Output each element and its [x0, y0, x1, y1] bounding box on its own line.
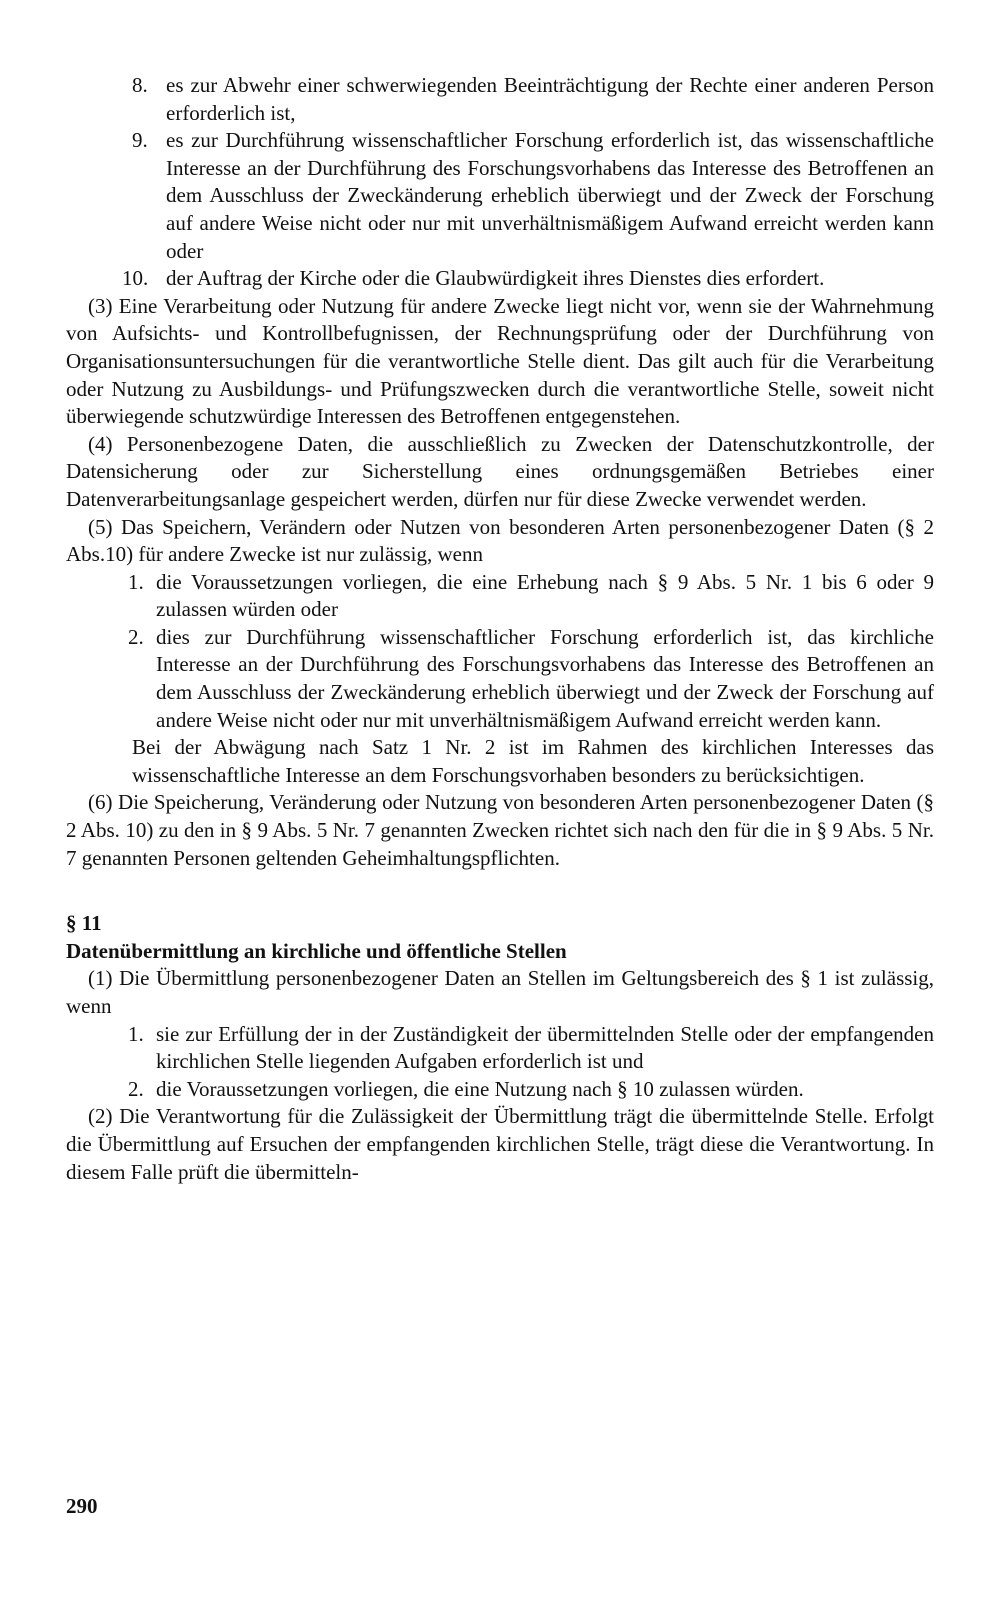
- list-item-text: die Voraussetzungen vorliegen, die eine Erhebung nach § 9 Abs. 5 Nr. 1 bis 6 oder 9 zulassen würden oder: [156, 569, 934, 622]
- paragraph-5-note: Bei der Abwägung nach Satz 1 Nr. 2 ist im Rahmen des kirchlichen Interesses das wissenschaftliche Interesse an dem Forschungsvorhaben besonders zu berücksichtigen.: [132, 735, 934, 787]
- section-title: Datenübermittlung an kirchliche und öffentliche Stellen: [66, 938, 567, 963]
- list-item: [66, 265, 934, 293]
- list-item-number: 2.: [128, 1076, 144, 1101]
- section-paragraph-2: (2) Die Verantwortung für die Zulässigkeit der Übermittlung trägt die übermittelnde Stelle. Erfolgt die Übermittlung auf Ersuchen der empfangenden kirchlichen Stelle, trägt diese die Verantwortung. In diesem Falle prüft die übermitteln-: [66, 1104, 934, 1184]
- list-item: [66, 72, 934, 127]
- list-item-number: 10.: [122, 266, 149, 291]
- list-item-text: es zur Abwehr einer schwerwiegenden Beeinträchtigung der Rechte einer anderen Person erforderlich ist,: [166, 73, 934, 125]
- list-item-number: 9.: [132, 128, 148, 153]
- list-item: [66, 624, 934, 734]
- list-item-text: sie zur Erfüllung der in der Zuständigkeit der übermittelnden Stelle oder der empfangenden kirchlichen Stelle liegenden Aufgaben erforderlich ist und: [156, 1021, 934, 1074]
- document-page: [66, 72, 934, 1186]
- list-item-number: 1.: [128, 569, 144, 594]
- paragraph-4: (4) Personenbezogene Daten, die ausschließlich zu Zwecken der Datenschutzkontrolle, der Datensicherung oder zur Sicherstellung eines ordnungsgemäßen Betriebes einer Datenverarbeitungsanlage gespeichert werden, dürfen nur für diese Zwecke verwendet werden.: [66, 431, 934, 511]
- list-top: [66, 72, 934, 293]
- paragraph-6: (6) Die Speicherung, Veränderung oder Nutzung von besonderen Arten personenbezogener Daten (§ 2 Abs. 10) zu den in § 9 Abs. 5 Nr. 7 genannten Zwecken richtet sich nach den für die in § 9 Abs. 5 Nr. 7 genannten Personen geltenden Geheimhaltungspflichten.: [66, 790, 934, 870]
- list-item-number: 8.: [132, 73, 148, 97]
- section-paragraph-1: (1) Die Übermittlung personenbezogener Daten an Stellen im Geltungsbereich des § 1 ist zulässig, wenn: [66, 966, 934, 1018]
- paragraph-5-list: [66, 569, 934, 735]
- list-item-number: 2.: [128, 624, 144, 649]
- page-number: 290: [66, 1494, 98, 1518]
- paragraph-5: (5) Das Speichern, Verändern oder Nutzen von besonderen Arten personenbezogener Daten (§ 2 Abs.10) für andere Zwecke ist nur zulässig, wenn: [66, 514, 934, 567]
- list-item-text: es zur Durchführung wissenschaftlicher Forschung erforderlich ist, das wissenschaftliche Interesse an der Durchführung des Forschungsvorhabens das Interesse des Betroffenen an dem Ausschluss der Zweckänderung erheblich überwiegt und der Zweck der Forschung auf andere Weise nicht oder nur mit unverhältnismäßigem Aufwand erreicht werden kann oder: [166, 128, 934, 263]
- list-item: [66, 1076, 934, 1104]
- section-paragraph-1-list: [66, 1021, 934, 1104]
- list-item: [66, 127, 934, 265]
- list-item: [66, 569, 934, 624]
- list-item: [66, 1021, 934, 1076]
- list-item-number: 1.: [128, 1021, 144, 1046]
- section-number: § 11: [66, 911, 102, 936]
- list-item-text: dies zur Durchführung wissenschaftlicher Forschung erforderlich ist, das kirchliche Interesse an der Durchführung des Forschungsvorhabens das Interesse des Betroffenen an dem Ausschluss der Zweckänderung erheblich überwiegt und der Zweck der Forschung auf andere Weise nicht oder nur mit unverhältnismäßigem Aufwand erreicht werden kann.: [156, 624, 934, 732]
- list-item-text: der Auftrag der Kirche oder die Glaubwürdigkeit ihres Dienstes dies erfordert.: [166, 266, 825, 291]
- list-item-text: die Voraussetzungen vorliegen, die eine Nutzung nach § 10 zulassen würden.: [156, 1076, 804, 1101]
- paragraph-3: (3) Eine Verarbeitung oder Nutzung für andere Zwecke liegt nicht vor, wenn sie der Wahrnehmung von Aufsichts- und Kontrollbefugnissen, der Rechnungsprüfung oder der Durchführung von Organisationsuntersuchungen für die verantwortliche Stelle dient. Das gilt auch für die Verarbeitung oder Nutzung zu Ausbildungs- und Prüfungszwecken durch die verantwortliche Stelle, soweit nicht überwiegende schutzwürdige Interessen des Betroffenen entgegenstehen.: [66, 293, 934, 429]
